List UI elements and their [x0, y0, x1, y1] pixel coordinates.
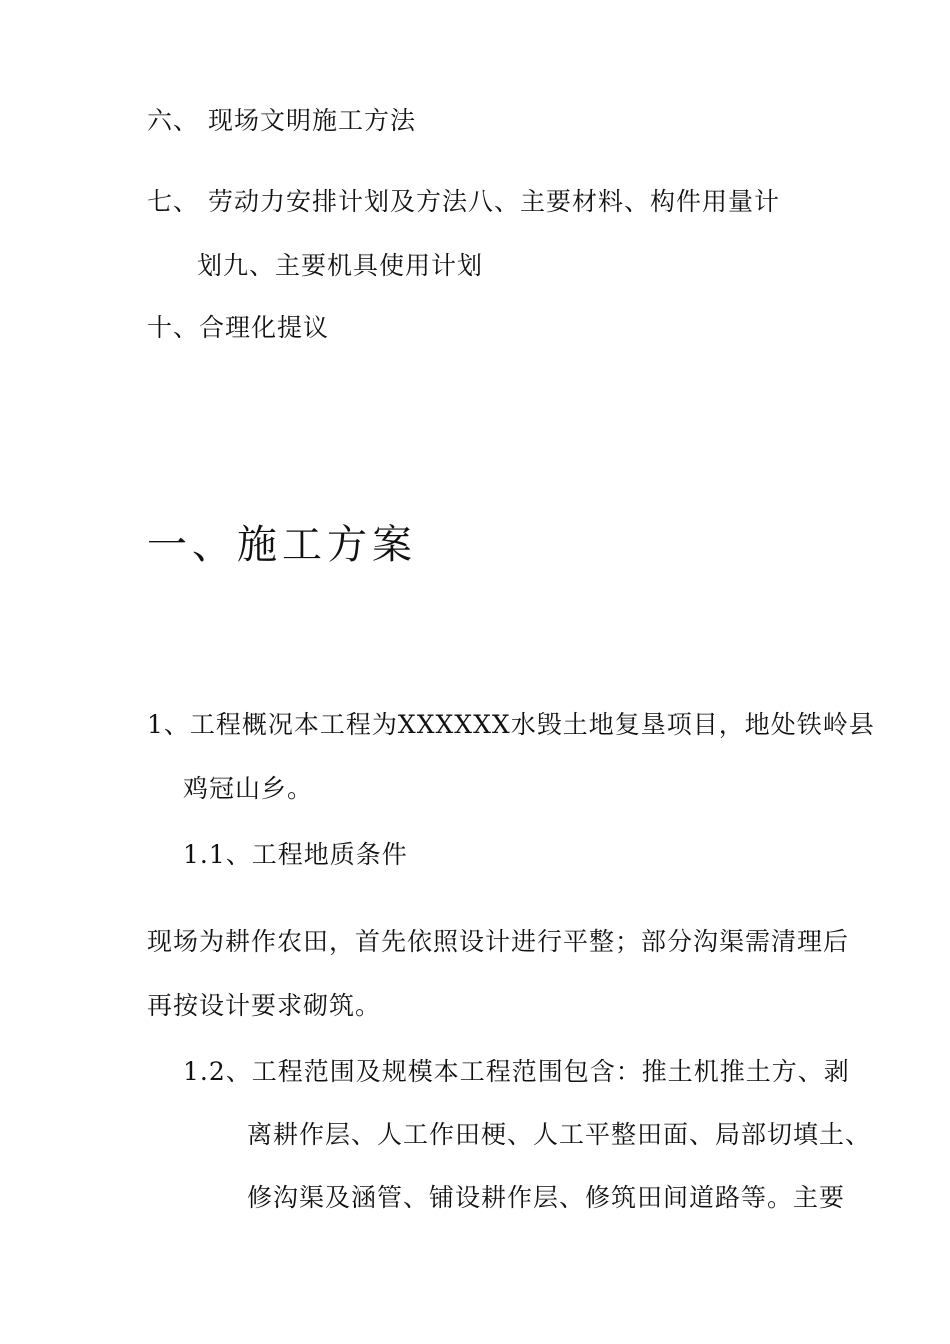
- paragraph-2-line-1: 现场为耕作农田，首先依照设计进行平整；部分沟渠需清理后: [147, 927, 850, 956]
- paragraph-2-line-2: 再按设计要求砌筑。: [147, 991, 382, 1020]
- toc-item-7-line-1: 七、 劳动力安排计划及方法八、主要材料、构件用量计: [147, 187, 780, 216]
- paragraph-1-line-2: 鸡冠山乡。: [183, 774, 314, 803]
- toc-item-6: 六、 现场文明施工方法: [147, 106, 416, 135]
- toc-item-10: 十、合理化提议: [147, 313, 330, 342]
- subsection-1-2-line-3: 修沟渠及涵管、铺设耕作层、修筑田间道路等。主要: [247, 1183, 846, 1212]
- section-heading: 一、施工方案: [147, 522, 417, 568]
- subsection-1-2-line-2: 离耕作层、人工作田梗、人工平整田面、局部切填土、: [247, 1120, 872, 1149]
- toc-item-7-line-2: 划九、主要机具使用计划: [197, 251, 484, 280]
- paragraph-1-line-1: 1、工程概况本工程为XXXXXX水毁土地复垦项目，地处铁岭县: [147, 710, 875, 739]
- subsection-1-2-line-1: 1.2、工程范围及规模本工程范围包含：推土机推土方、剥: [183, 1057, 850, 1086]
- subsection-1-1-title: 1.1、工程地质条件: [183, 840, 408, 869]
